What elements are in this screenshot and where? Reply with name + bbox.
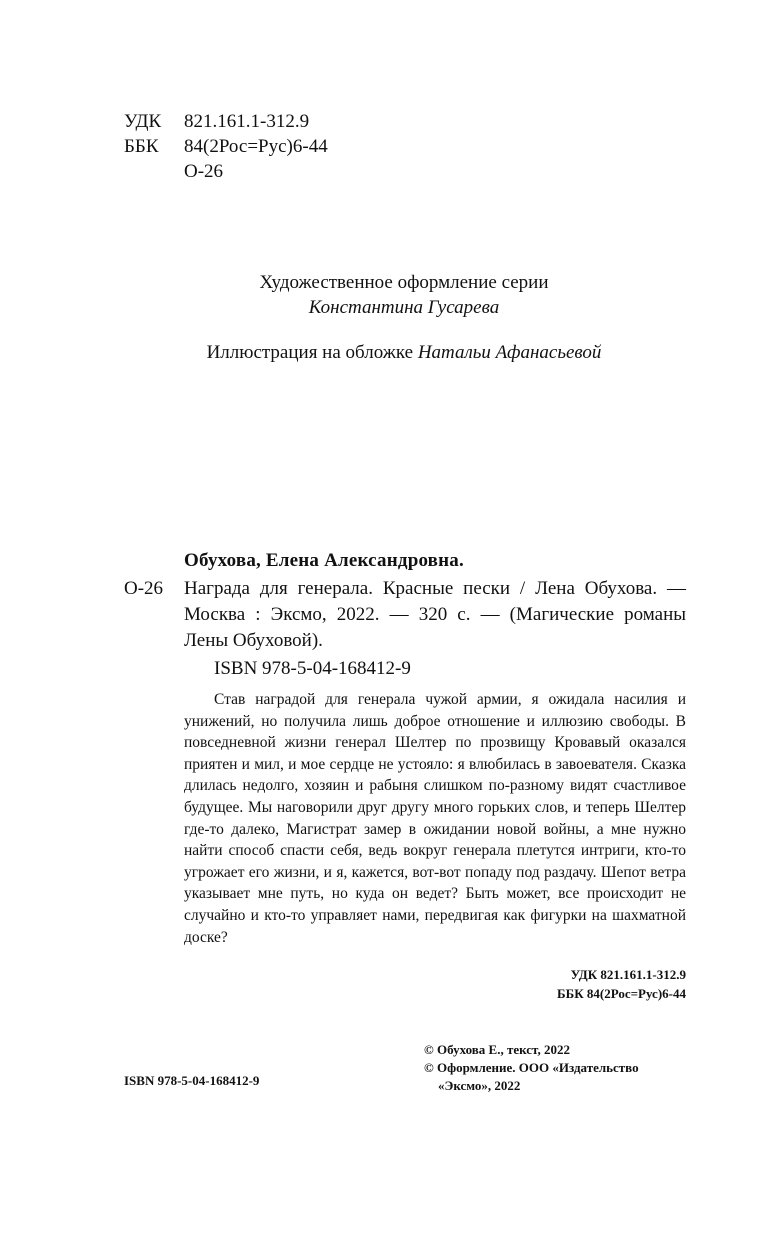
copyright-block <box>424 1041 704 1095</box>
series-designer-name: Константина Гусарева <box>308 297 500 318</box>
illustrator-name: Натальи Афанасьевой <box>417 342 602 363</box>
footer-isbn: ISBN 978-5-04-168412-9 <box>124 1073 260 1088</box>
classification-block <box>124 109 328 184</box>
author-sign: О-26 <box>184 161 224 182</box>
record-author: Обухова, Елена Александровна. <box>184 550 464 571</box>
bbk-label: ББК <box>124 136 159 157</box>
author-sign-row <box>124 159 328 184</box>
copyright-text: © Обухова Е., текст, 2022 <box>424 1042 570 1057</box>
record-classification <box>500 965 686 1003</box>
record-bbk: ББК 84(2Рос=Рус)6-44 <box>557 986 686 1001</box>
copyright-design-cont: «Эксмо», 2022 <box>438 1078 521 1093</box>
record-udk: УДК 821.161.1-312.9 <box>570 967 686 982</box>
udk-label: УДК <box>124 111 162 132</box>
bbk-row <box>124 134 328 159</box>
cover-illustration-credit <box>0 340 768 365</box>
record-cipher: О-26 <box>124 578 164 599</box>
annotation: Став наградой для генерала чужой армии, я ожидала насилия и унижений, но получила лишь доброе отношение и иллюзию свободы. В повседневной жизни генерал Шелтер по прозвищу Кровавый оказался приятен и мил, и мое сердце не устояло: я влюбилась в завоевателя. Сказка длилась недолго, хозяин и рабыня слишком по-разному видят счастливое будущее. Мы наговорили друг другу много горьких слов, и теперь Шелтер где-то далеко, Магистрат замер в ожидании новой войны, а мне нужно найти способ спасти себя, ведь вокруг генерала плетутся интриги, кто-то угрожает его жизни, и я, кажется, вот-вот попаду под раздачу. Шепот ветра указывает мне путь, но куда он ведет? Быть может, все происходит не случайно и кто-то управляет нами, передвигая как фигурки на шахматной доске? <box>184 691 686 946</box>
series-design-line: Художественное оформление серии <box>259 272 549 293</box>
illustration-prefix: Иллюстрация на обложке <box>206 342 418 363</box>
udk-row <box>124 109 328 134</box>
udk-value: 821.161.1-312.9 <box>184 111 310 132</box>
record-isbn: ISBN 978-5-04-168412-9 <box>214 658 411 679</box>
copyright-design: © Оформление. ООО «Издательство <box>424 1060 639 1075</box>
bbk-value: 84(2Рос=Рус)6-44 <box>184 136 328 157</box>
series-design-credit <box>0 270 768 320</box>
record-description: Награда для генерала. Красные пески / Лена Обухова. — Москва : Эксмо, 2022. — 320 с. — (Магические романы Лены Обуховой). <box>184 578 686 651</box>
